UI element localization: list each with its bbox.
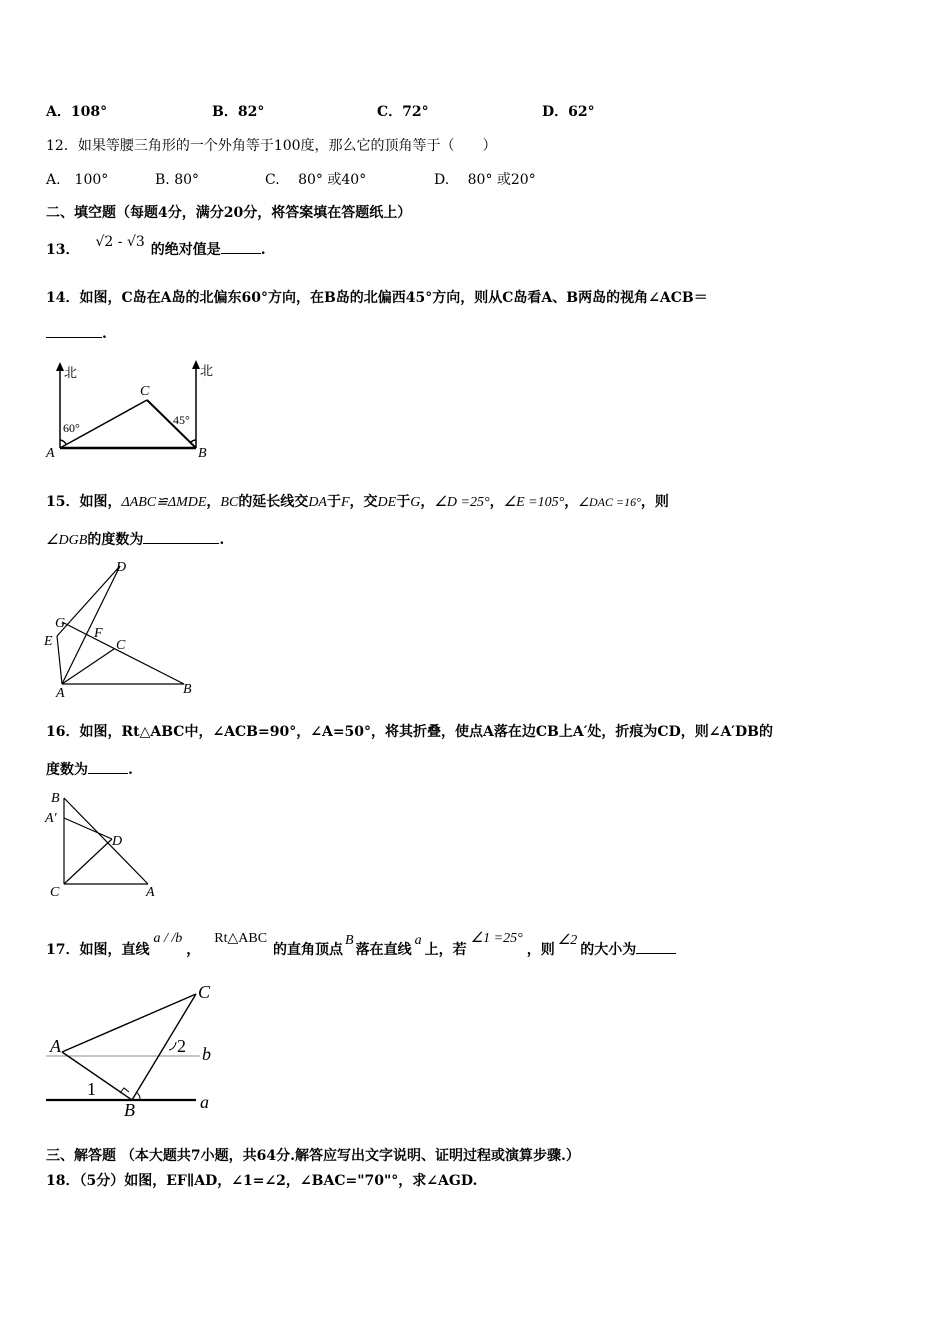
q17-text-3: 的直角顶点 <box>273 942 344 958</box>
q17-label-c: C <box>198 982 211 1002</box>
q15-label-a: A <box>56 686 65 701</box>
q16-label-a-prime: A′ <box>45 811 57 826</box>
q17-angle-arc-2 <box>169 1042 176 1050</box>
q15-text-8: ， <box>489 494 504 510</box>
q17-text-7: 的大小为 <box>580 942 637 958</box>
q17-angle-1: ∠1 =25° <box>470 931 523 946</box>
q15-text-10: ，则 <box>640 494 669 510</box>
q15-bc: BC <box>220 495 239 510</box>
q16-label-b: B <box>51 791 60 806</box>
q15-label-g: G <box>55 616 66 631</box>
q15-stem <box>46 492 669 513</box>
q17-text-6: ，则 <box>526 942 555 958</box>
q16-segment-ba <box>64 798 148 884</box>
q16-segment-a1d <box>64 818 112 839</box>
q15-label-d: D <box>116 560 127 575</box>
q13-text: 的绝对值是 <box>150 242 221 258</box>
q15-period: . <box>219 532 225 548</box>
q16-answer-blank[interactable] <box>88 773 128 774</box>
q17-answer-blank[interactable] <box>636 953 676 954</box>
q16-line-2 <box>46 760 133 780</box>
q15-angle-d: ∠D =25° <box>434 495 490 510</box>
q14-angle-arc-a <box>60 440 66 444</box>
q15-segment-gb <box>62 622 184 684</box>
q14-label-a: A <box>46 446 55 461</box>
q15-segment-ed <box>57 566 120 636</box>
q15-figure <box>40 556 210 702</box>
q13-period: . <box>260 242 266 258</box>
q11-option-c: C．72° <box>377 104 429 120</box>
q15-label-c: C <box>116 638 126 653</box>
q14-label-45: 45° <box>173 413 190 427</box>
q15-tail: 的度数为 <box>87 532 144 548</box>
q15-answer-blank[interactable] <box>143 543 219 544</box>
q13-number: 13． <box>46 242 80 258</box>
q15-angle-e: ∠E =105° <box>503 495 565 510</box>
q14-label-b: B <box>198 446 207 461</box>
q17-segment-ab <box>62 1052 132 1100</box>
q15-label-e: E <box>44 634 53 649</box>
q14-label-north-a: 北 <box>64 366 78 381</box>
q17-label-angle-1: 1 <box>87 1079 96 1099</box>
q16-label-a: A <box>146 885 155 900</box>
q12-option-b: B. 80° <box>155 172 200 188</box>
q16-label-d: D <box>112 834 123 849</box>
q15-g: G <box>410 495 421 510</box>
q16-segment-cd <box>64 839 112 884</box>
q14-label-c: C <box>140 384 150 399</box>
q15-text-9: ， <box>564 494 579 510</box>
q14-label-60: 60° <box>63 421 80 435</box>
q15-segment-ae <box>57 636 62 684</box>
q17-label-b-line: b <box>202 1044 211 1064</box>
q15-text-2: ， <box>206 494 221 510</box>
q17-vertex-b: B <box>345 933 354 948</box>
q15-segment-ac <box>62 649 114 684</box>
q17-text-1: 17．如图，直线 <box>46 942 150 958</box>
q17-label-a: A <box>50 1036 61 1056</box>
q16-figure <box>40 784 170 902</box>
q17-label-b: B <box>124 1100 135 1118</box>
q15-label-b: B <box>183 682 192 697</box>
q15-angle-dac: ∠DAC =16° <box>578 495 641 509</box>
q17-triangle: Rt△ABC <box>214 931 268 946</box>
q14-figure <box>42 358 232 462</box>
q14-arrow-b <box>192 360 200 369</box>
q16-line-1: 16．如图，Rt△ABC中，∠ACB=90°，∠A=50°，将其折叠，使点A落在边CB上A′处，折痕为CD，则∠A′DB的 <box>46 724 773 740</box>
q17-segment-bc <box>132 994 196 1100</box>
q14-period: . <box>102 326 107 342</box>
q15-text-5: ，交 <box>349 494 378 510</box>
q15-angle-dgb: ∠DGB <box>46 533 88 548</box>
q17-label-a-line: a <box>200 1092 209 1112</box>
q11-option-b: B．82° <box>212 104 265 120</box>
q14-answer-line <box>46 324 107 344</box>
q13-answer-blank[interactable] <box>221 253 261 254</box>
q16-label-c: C <box>50 885 60 900</box>
q17-text-4: 落在直线 <box>355 942 412 958</box>
q17-angle-2: ∠2 <box>557 933 578 948</box>
q15-label-f: F <box>94 626 103 641</box>
q17-text-5: 上，若 <box>424 942 467 958</box>
q14-angle-arc-b <box>190 440 196 443</box>
q15-text-4: 于 <box>326 494 341 510</box>
q17-text-2: ， <box>186 942 201 958</box>
q11-option-a: A．108° <box>46 104 108 120</box>
q14-answer-blank[interactable] <box>46 337 102 338</box>
q13-line <box>46 234 266 260</box>
q15-text-3: 的延长线交 <box>238 494 309 510</box>
q15-congruence: ΔABC≌ΔMDE <box>121 495 207 510</box>
q12-option-d: D. 80° 或20° <box>434 172 536 188</box>
q17-stem <box>46 931 676 961</box>
q16-text: 度数为 <box>46 762 88 778</box>
q15-text-6: 于 <box>396 494 411 510</box>
q14-arrow-a <box>56 362 64 371</box>
q17-parallel: a / /b <box>153 931 183 946</box>
q12-stem: 12．如果等腰三角形的一个外角等于100度，那么它的顶角等于（ ） <box>46 138 497 154</box>
section-2-title: 二、填空题（每题4分，满分20分，将答案填在答题纸上） <box>46 205 412 221</box>
q14-stem: 14．如图，C岛在A岛的北偏东60°方向，在B岛的北偏西45°方向，则从C岛看A、B两岛的视角∠ACB＝ <box>46 290 708 306</box>
q16-period: . <box>128 762 133 778</box>
q15-text-7: ， <box>420 494 435 510</box>
q15-f: F <box>340 495 350 510</box>
q15-text-1: 15．如图， <box>46 494 122 510</box>
q18-stem: 18．（5分）如图，EF∥AD，∠1=∠2，∠BAC="70"°，求∠AGD. <box>46 1173 478 1189</box>
q15-da: DA <box>308 495 327 510</box>
q17-label-angle-2: 2 <box>177 1036 186 1056</box>
q11-option-d: D．62° <box>542 104 595 120</box>
q13-expression: √2 - √3 <box>95 234 145 250</box>
q12-option-a: A. 100° <box>46 172 109 188</box>
q17-line-a: a <box>414 933 422 948</box>
q15-segment-ad <box>62 566 120 684</box>
q14-label-north-b: 北 <box>200 364 214 379</box>
q15-stem-2 <box>46 530 224 551</box>
section-3-title: 三、解答题 （本大题共7小题，共64分.解答应写出文字说明、证明过程或演算步骤.） <box>46 1148 580 1164</box>
q17-figure <box>40 980 230 1118</box>
q15-de: DE <box>377 495 397 510</box>
q12-option-c: C. 80° 或40° <box>265 172 367 188</box>
